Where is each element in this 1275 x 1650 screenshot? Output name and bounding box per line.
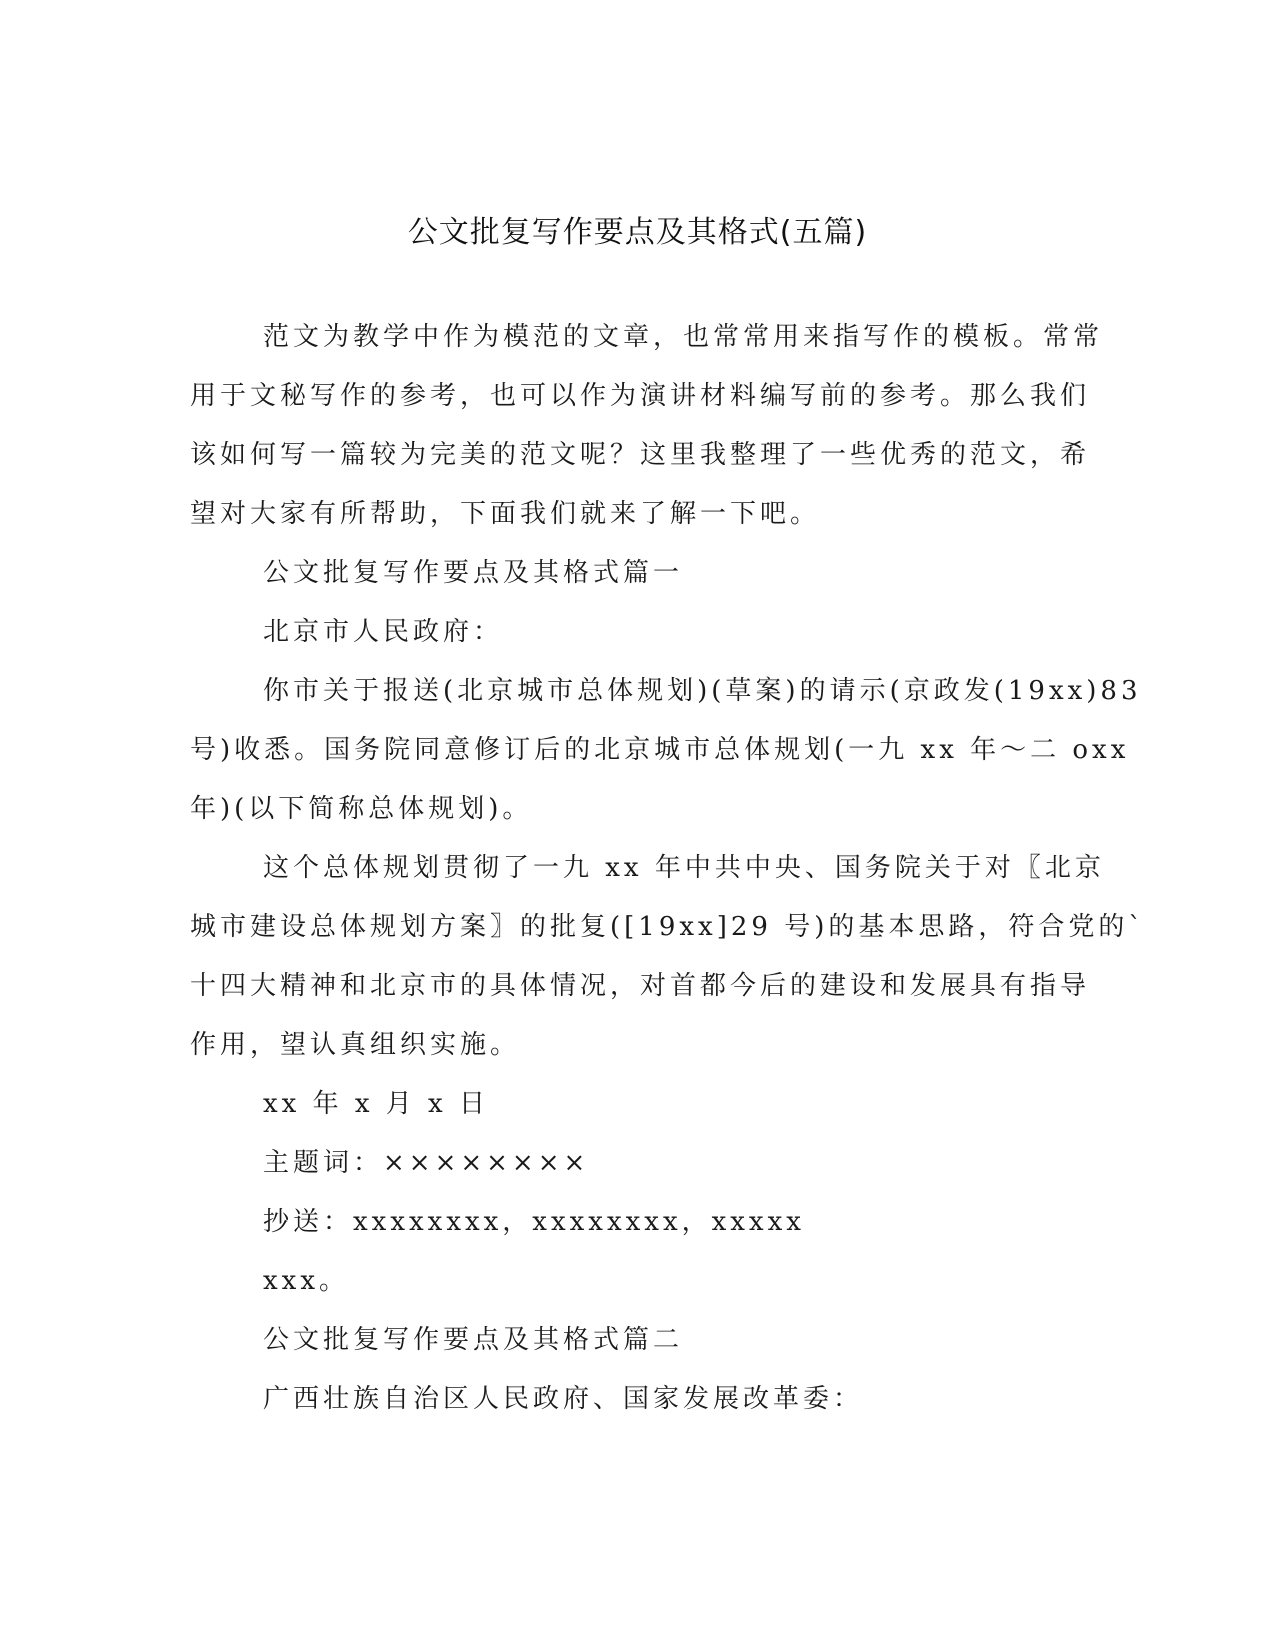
- cc-line-continued: xxx。: [263, 1266, 349, 1296]
- body-line-6: 十四大精神和北京市的具体情况，对首都今后的建设和发展具有指导: [190, 971, 1091, 1001]
- document-title: 公文批复写作要点及其格式(五篇): [407, 215, 868, 250]
- body-line-3: 年)(以下简称总体规划)。: [190, 794, 533, 824]
- body-line-1: 你市关于报送(北京城市总体规划)(草案)的请示(京政发(19xx)83: [263, 676, 1142, 706]
- subject-words: 主题词：××××××××: [263, 1148, 590, 1178]
- section-heading-1: 公文批复写作要点及其格式篇一: [263, 558, 684, 588]
- body-line-5: 城市建设总体规划方案〗的批复([19xx]29 号)的基本思路，符合党的`: [190, 912, 1146, 942]
- date-line: xx 年 x 月 x 日: [263, 1089, 489, 1119]
- body-line-2: 号)收悉。国务院同意修订后的北京城市总体规划(一九 xx 年～二 oxx: [190, 735, 1130, 765]
- body-line-7: 作用，望认真组织实施。: [190, 1030, 521, 1060]
- intro-line-3: 该如何写一篇较为完美的范文呢？这里我整理了一些优秀的范文，希: [190, 440, 1091, 470]
- addressee-2: 广西壮族自治区人民政府、国家发展改革委：: [263, 1384, 864, 1414]
- intro-line-4: 望对大家有所帮助，下面我们就来了解一下吧。: [190, 499, 821, 529]
- body-line-4: 这个总体规划贯彻了一九 xx 年中共中央、国务院关于对〖北京: [263, 853, 1105, 883]
- addressee-1: 北京市人民政府：: [263, 617, 504, 647]
- intro-line-2: 用于文秘写作的参考，也可以作为演讲材料编写前的参考。那么我们: [190, 381, 1091, 411]
- cc-line: 抄送：xxxxxxxx，xxxxxxxx，xxxxx: [263, 1207, 805, 1237]
- section-heading-2: 公文批复写作要点及其格式篇二: [263, 1325, 684, 1355]
- intro-line-1: 范文为教学中作为模范的文章，也常常用来指写作的模板。常常: [263, 322, 1104, 352]
